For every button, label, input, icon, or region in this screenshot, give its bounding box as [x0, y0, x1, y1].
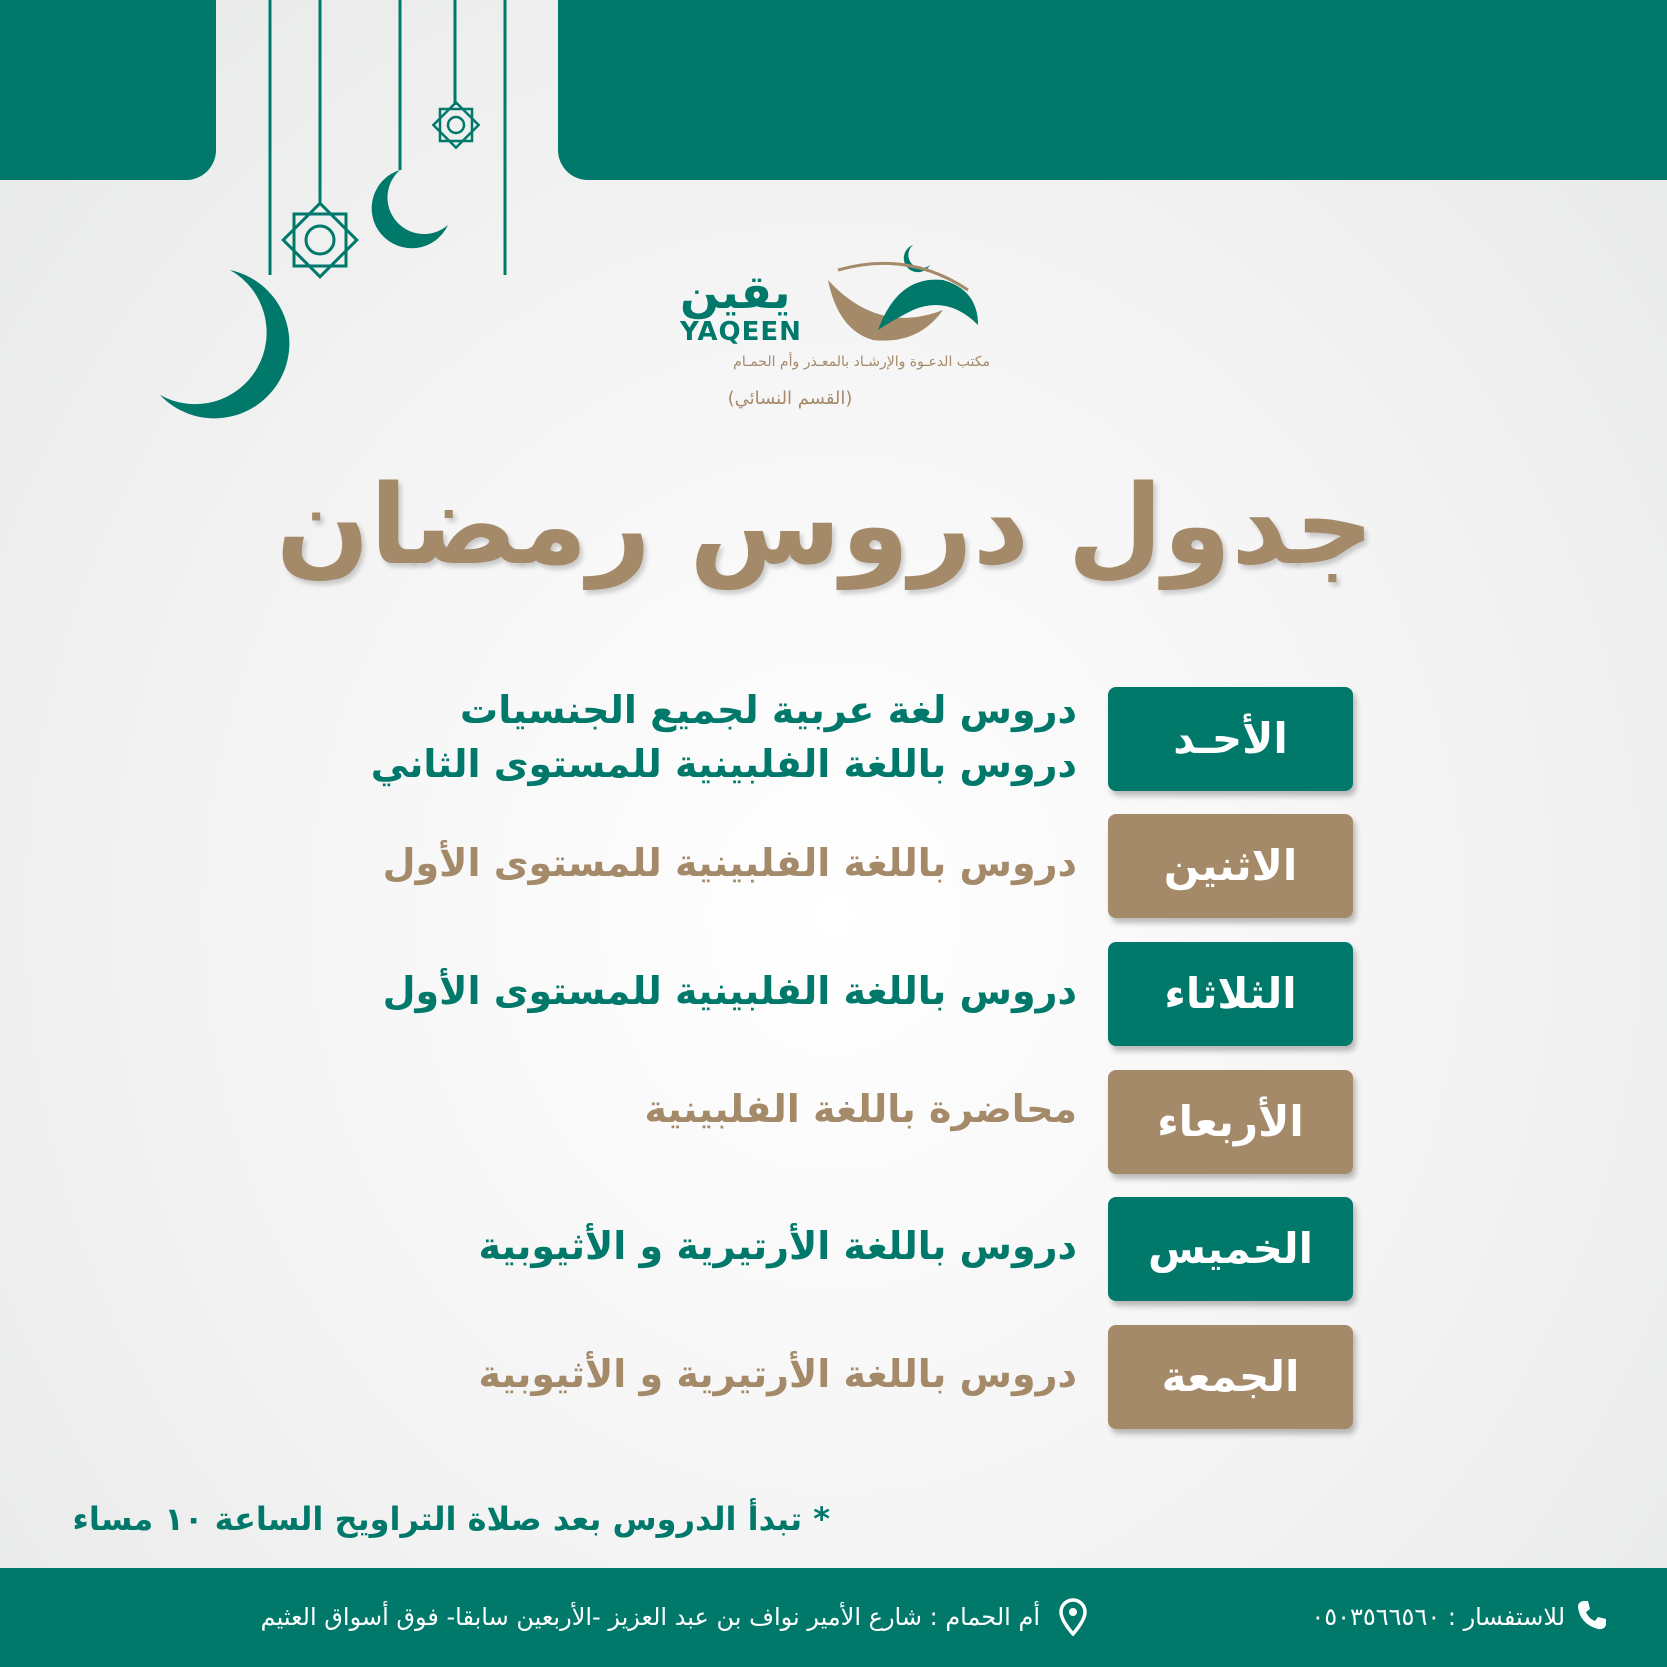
- yaqeen-logo: [640, 240, 1000, 420]
- logo-mark-icon: [818, 240, 998, 355]
- day-label-sunday: الأحـد: [1108, 687, 1353, 791]
- footer-bar: [0, 1568, 1667, 1667]
- lesson-line: دروس باللغة الأرتيرية و الأثيوبية: [478, 1224, 1077, 1268]
- star-ornament-icon: [283, 203, 357, 277]
- phone-number[interactable]: للاستفسار : ٠٥٠٣٥٦٦٥٦٠: [1311, 1603, 1565, 1631]
- page-title: جدول دروس رمضان: [275, 461, 1375, 589]
- lesson-line: محاضرة باللغة الفلبينية: [644, 1087, 1077, 1131]
- lesson-description-wednesday: [277, 1082, 1077, 1136]
- day-label-monday: الاثنين: [1108, 814, 1353, 918]
- day-label-wednesday: الأربعاء: [1108, 1070, 1353, 1174]
- lesson-description-sunday: [277, 683, 1077, 791]
- logo-name-arabic: يقين: [680, 265, 791, 319]
- lesson-line: دروس باللغة الفلبينية للمستوى الأول: [382, 969, 1077, 1013]
- day-label-thursday: الخميس: [1108, 1197, 1353, 1301]
- logo-name-english: YAQEEN: [680, 317, 802, 347]
- logo-section-label: (القسم النسائي): [727, 388, 853, 409]
- lesson-description-tuesday: [277, 964, 1077, 1018]
- crescent-icon: [160, 270, 289, 418]
- phone-icon: [1575, 1598, 1609, 1632]
- lesson-description-monday: [277, 836, 1077, 890]
- day-label-friday: الجمعة: [1108, 1325, 1353, 1429]
- lesson-line: دروس باللغة الفلبينية للمستوى الثاني: [370, 742, 1077, 786]
- hanging-decorations: [0, 0, 560, 430]
- logo-org-name: مكتب الدعـوة والإرشـاد بالمعـذر وأم الحمـام: [733, 354, 990, 370]
- address-text: أم الحمام : شارع الأمير نواف بن عبد العزيز -الأربعين سابقا- فوق أسواق العثيم: [260, 1603, 1040, 1631]
- start-time-note: * تبدأ الدروس بعد صلاة التراويح الساعة ١٠ مساء: [72, 1500, 830, 1538]
- star-ornament-icon: [433, 102, 478, 147]
- lesson-description-thursday: [277, 1219, 1077, 1273]
- day-label-tuesday: الثلاثاء: [1108, 942, 1353, 1046]
- location-pin-icon: [1058, 1598, 1088, 1636]
- crescent-icon: [445, 270, 513, 356]
- lesson-description-friday: [277, 1347, 1077, 1401]
- lesson-line: دروس باللغة الفلبينية للمستوى الأول: [382, 841, 1077, 885]
- crescent-icon: [372, 170, 448, 248]
- lesson-line: دروس باللغة الأرتيرية و الأثيوبية: [478, 1352, 1077, 1396]
- lesson-line: دروس لغة عربية لجميع الجنسيات: [460, 688, 1077, 732]
- top-right-band: [558, 0, 1667, 180]
